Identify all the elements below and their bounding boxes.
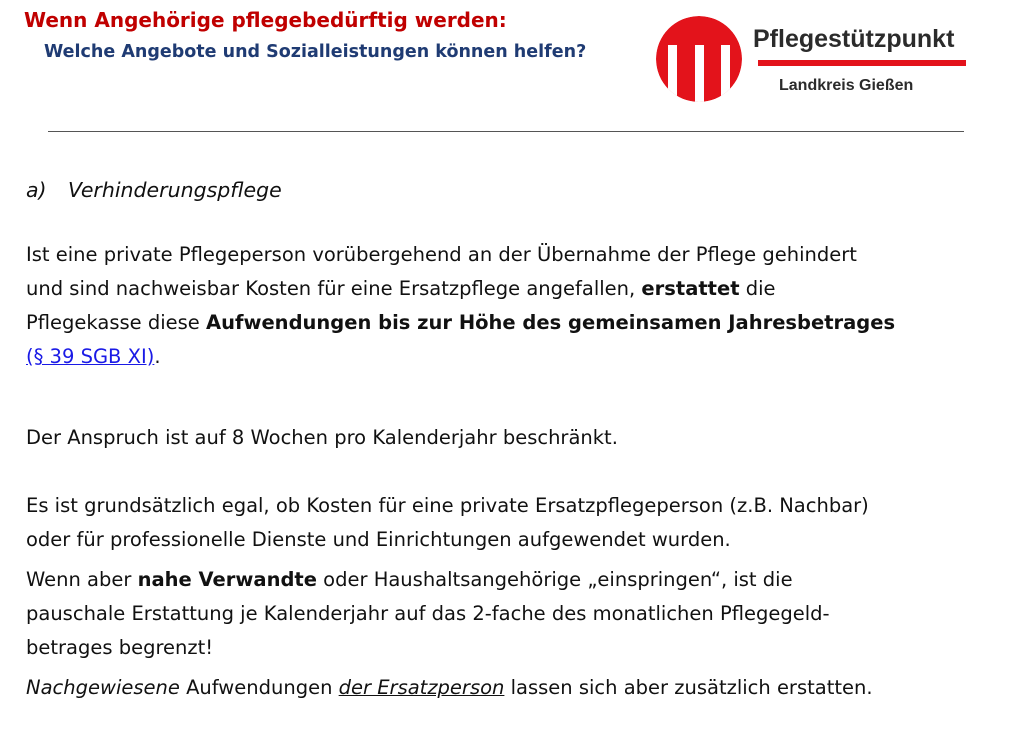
text-span: Wenn aber (26, 568, 138, 591)
text-span: Aufwendungen (179, 676, 339, 699)
header-divider (48, 131, 964, 132)
paragraph-line (26, 563, 830, 597)
paragraph-line (26, 489, 869, 523)
text-span: die (739, 277, 776, 300)
text-span: oder für professionelle Dienste und Einrichtungen aufgewendet wurden. (26, 528, 731, 551)
text-span: . (154, 345, 161, 368)
section-heading-text: Verhinderungspflege (68, 178, 282, 202)
text-span: betrages begrenzt! (26, 636, 214, 659)
logo-mark-icon (655, 15, 743, 103)
paragraph-providers (26, 489, 869, 557)
text-span: Der Anspruch ist auf 8 Wochen pro Kalenderjahr beschränkt. (26, 426, 618, 449)
bold-text: erstattet (641, 277, 740, 300)
paragraph-line (26, 671, 873, 705)
paragraph-additional (26, 671, 873, 705)
paragraph-line (26, 631, 830, 665)
paragraph-line (26, 523, 869, 557)
text-span: lassen sich aber zusätzlich erstatten. (504, 676, 873, 699)
paragraph-line (26, 272, 895, 306)
paragraph-line (26, 340, 895, 374)
text-span: oder Haushaltsangehörige „einspringen“, ist die (316, 568, 793, 591)
paragraph-line (26, 597, 830, 631)
paragraph-relatives (26, 563, 830, 665)
text-span: Pflegekasse diese (26, 311, 206, 334)
logo-underline-bar (758, 60, 966, 66)
text-span: Ist eine private Pflegeperson vorübergehend an der Übernahme der Pflege gehindert (26, 243, 857, 266)
bold-text: nahe Verwandte (137, 568, 317, 591)
section-marker: a) (26, 178, 47, 202)
paragraph-limit (26, 421, 618, 455)
logo-name: Pflegestützpunkt (753, 25, 955, 53)
text-span: pauschale Erstattung je Kalenderjahr auf das 2-fache des monatlichen Pflegegeld- (26, 602, 830, 625)
paragraph-line (26, 421, 618, 455)
text-span: und sind nachweisbar Kosten für eine Ersatzpflege angefallen, (26, 277, 642, 300)
paragraph-line (26, 238, 895, 272)
page-subtitle: Welche Angebote und Sozialleistungen können helfen? (44, 42, 587, 62)
italic-text: Nachgewiesene (26, 676, 180, 699)
paragraph-reimbursement (26, 238, 895, 374)
bold-text: Aufwendungen bis zur Höhe des gemeinsamen Jahresbetrages (205, 311, 896, 334)
section-heading (26, 178, 282, 202)
page-title: Wenn Angehörige pflegebedürftig werden: (24, 8, 507, 32)
text-span: Es ist grundsätzlich egal, ob Kosten für eine private Ersatzpflegeperson (z.B. Nachbar) (26, 494, 869, 517)
underlined-italic-text: der Ersatzperson (338, 676, 505, 699)
logo (655, 15, 975, 105)
logo-region: Landkreis Gießen (779, 77, 914, 94)
law-reference-link[interactable]: (§ 39 SGB XI) (26, 345, 155, 368)
paragraph-line (26, 306, 895, 340)
